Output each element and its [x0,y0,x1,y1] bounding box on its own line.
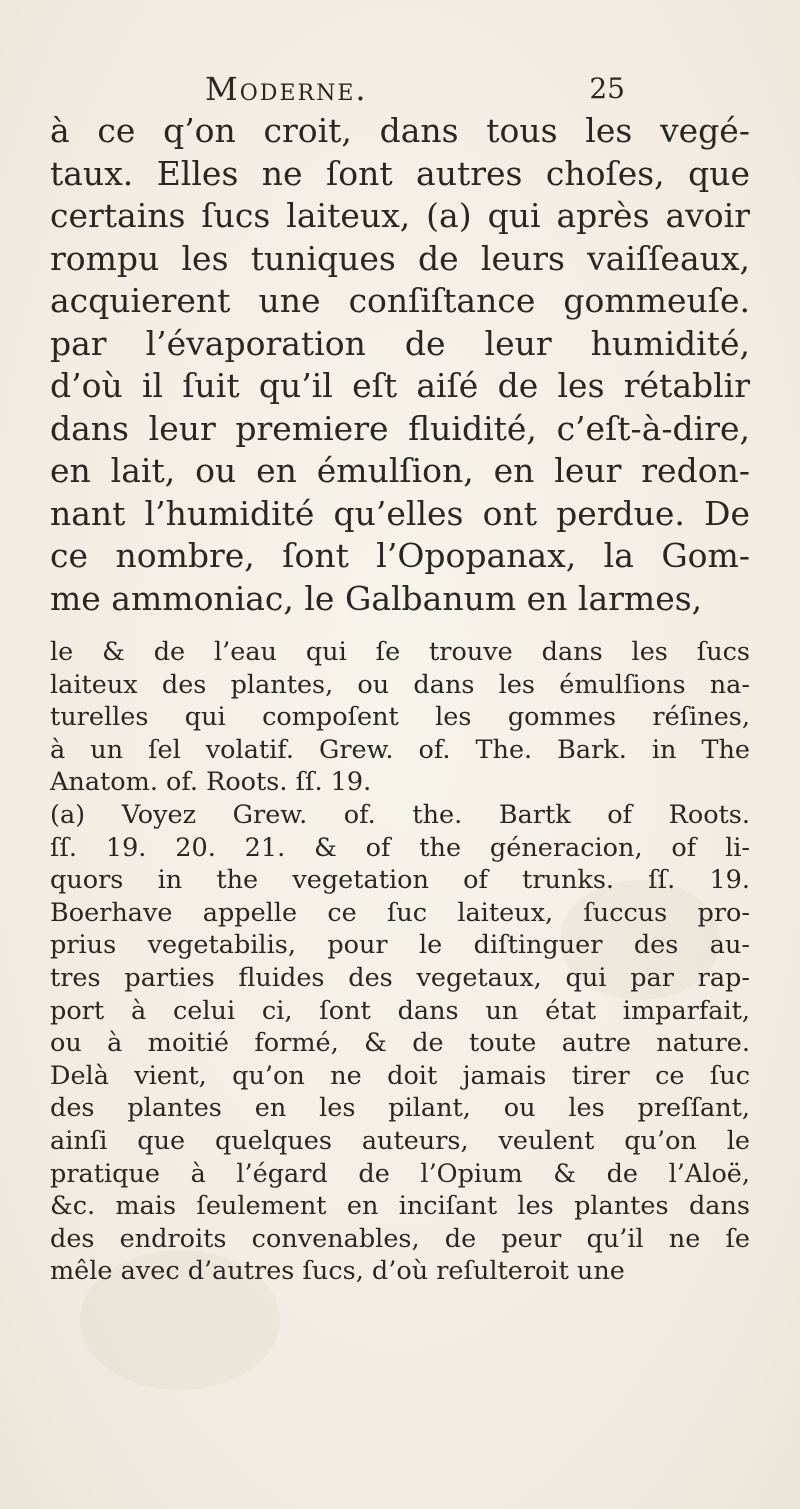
footnote-line: Anatom. of. Roots. ſſ. 19. [50,767,372,798]
text-line: acquierent une conſiſtance gommeuſe. [50,281,750,320]
text-line: dans leur premiere fluidité, c’eſt-à-dire, [50,408,750,448]
footnote-line: &c. mais ſeulement en inciſant les plantes dans [50,1191,750,1222]
text-line: à ce q’on croit, dans tous les vegé- [50,111,750,150]
text-line: me ammoniac, le Galbanum en larmes, [50,578,703,618]
footnote-line: port à celui ci, ſont dans un état imparfait, [50,995,750,1026]
footnote-line: pratique à l’égard de l’Opium & de l’Aloë, [50,1158,750,1189]
footnote-line: ſſ. 19. 20. 21. & of the géneracion, of li- [50,832,750,863]
page-header [205,70,625,114]
footnote-line: le & de l’eau qui ſe trouve dans les ſucs [50,637,750,667]
footnote-line: Boerhave appelle ce ſuc laiteux, ſuccus pro- [50,897,750,928]
main-text-block [50,110,750,620]
text-line: d’où il ſuit qu’il eſt aiſé de les rétablir [50,366,750,405]
text-line: rompu les tuniques de leurs vaiſſeaux, [50,238,750,278]
footnote-line: Delà vient, qu’on ne doit jamais tirer ce ſuc [50,1060,750,1091]
text-line: certains ſucs laiteux, (a) qui après avoir [50,196,750,235]
text-line: en lait, ou en émulſion, en leur redon- [50,451,750,490]
footnote-line: des endroits convenables, de peur qu’il ne ſe [50,1223,750,1254]
footnote-line: tres parties fluides des vegetaux, qui par rap- [50,962,750,993]
footnote-line: (a) Voyez Grew. of. the. Bartk of Roots. [50,799,750,830]
footnote-line: turelles qui compoſent les gommes réſines, [50,702,750,733]
footnote-line: prius vegetabilis, pour le diſtinguer des au- [50,930,750,961]
text-line: ce nombre, ſont l’Opopanax, la Gom- [50,536,750,575]
running-head: Moderne. [205,70,368,108]
text-line: taux. Elles ne ſont autres choſes, que [50,153,750,193]
footnote-line: à un ſel volatif. Grew. of. The. Bark. in The [50,734,750,765]
page-number: 25 [589,72,625,105]
text-line: nant l’humidité qu’elles ont perdue. De [50,493,750,533]
footnote-line: ainſi que quelques auteurs, veulent qu’on le [50,1125,750,1156]
footnote-line: laiteux des plantes, ou dans les émulſions na- [50,669,750,700]
footnote-block [50,636,750,1288]
footnote-line: des plantes en les pilant, ou les preſſant, [50,1093,750,1124]
footnote-line: mêle avec d’autres ſucs, d’où reſulteroit une [50,1256,625,1287]
text-line: par l’évaporation de leur humidité, [50,323,750,363]
footnote-line: ou à moitié formé, & de toute autre nature. [50,1028,750,1059]
footnote-line: quors in the vegetation of trunks. ſſ. 19. [50,865,750,896]
